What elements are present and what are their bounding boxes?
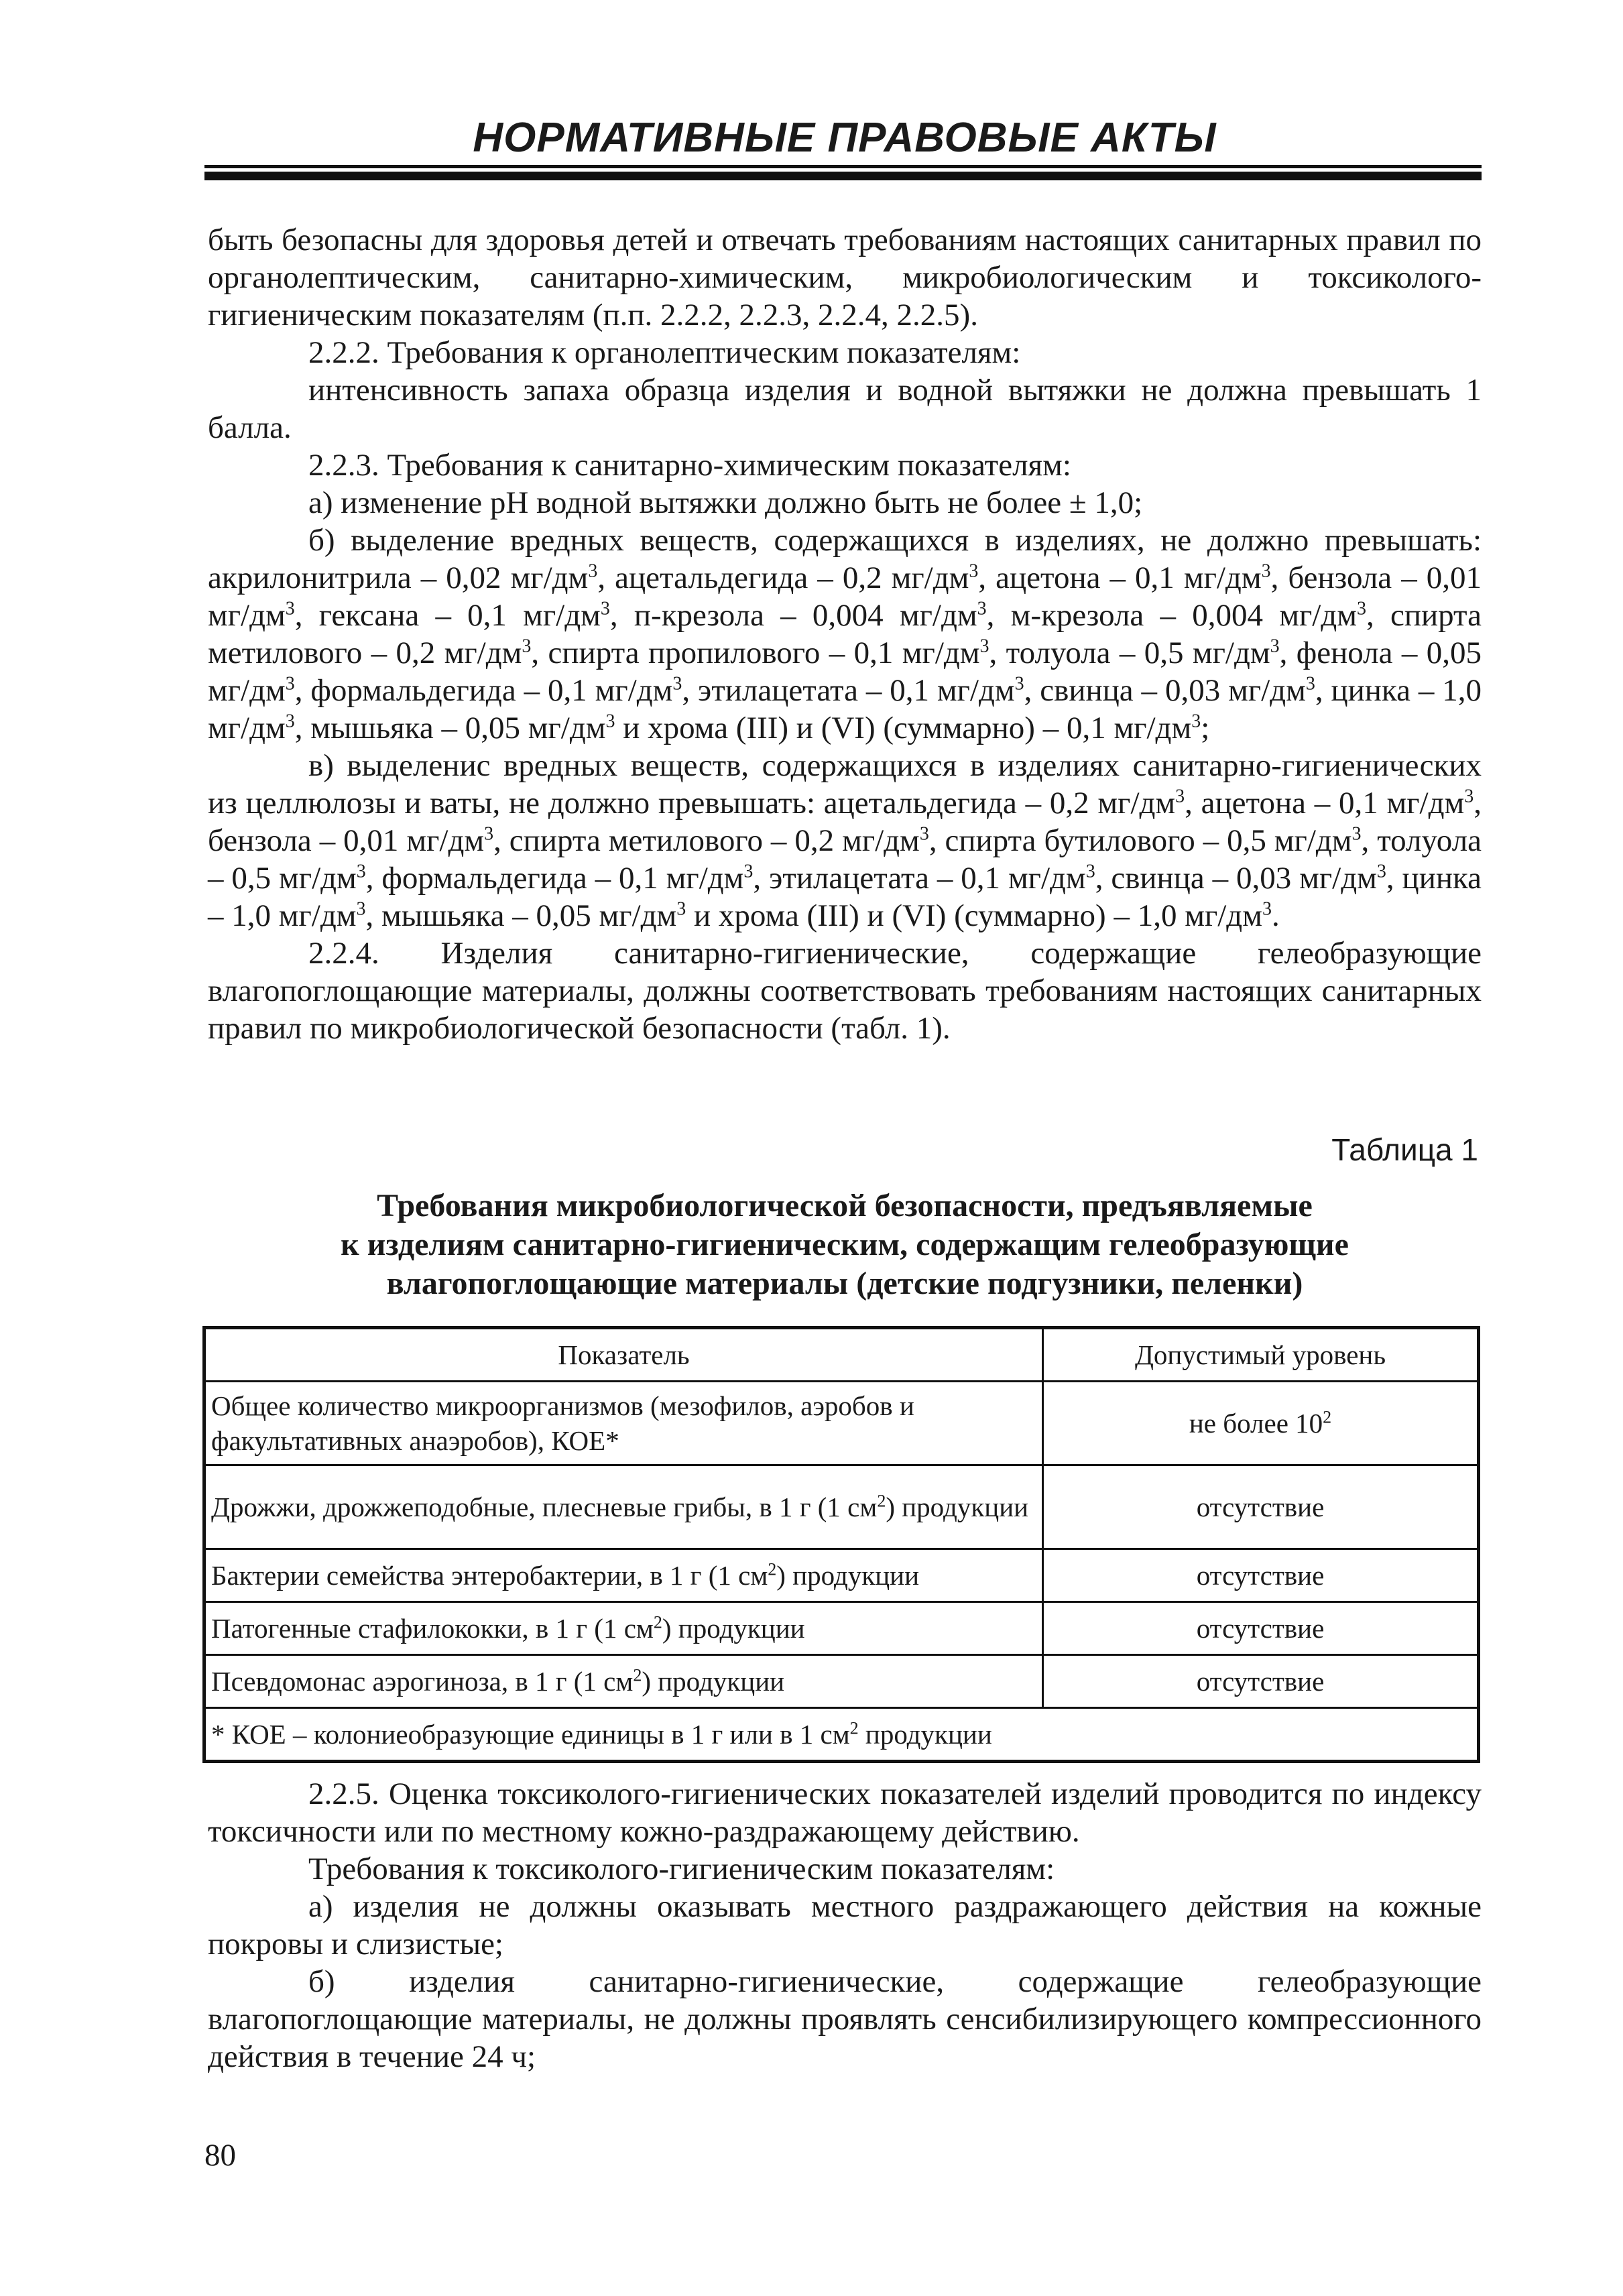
paragraph: Требования к токсиколого-гигиеническим показателям:: [308, 1852, 1055, 1886]
indicator-cell: Бактерии семейства энтеробактерии, в 1 г (1 $см^2$) продукции: [204, 1549, 1043, 1602]
table-row: [204, 1655, 1479, 1708]
paragraph: а) изменение pH водной вытяжки должно быть не более ± 1,0;: [308, 485, 1143, 520]
paragraph: б) выделение вредных веществ, содержащихся в изделиях, не должно превышать: акрилонитрила – 0,02 $мг/дм^3$, ацетальдегида – 0,2 $мг/дм^3$, ацетона – 0,1 $мг/дм^3$, бензола – 0,01 $мг/дм^3$, гексана – 0,1 $мг/дм^3$, п-крезола – 0,004 $мг/дм^3$, м-крезола – 0,004 $мг/дм^3$, спирта метилового – 0,2 $мг/дм^3$, спирта пропилового – 0,1 $мг/дм^3$, толуола – 0,5 $мг/дм^3$, фенола – 0,05 $мг/дм^3$, формальдегида – 0,1 $мг/дм^3$, этилацетата – 0,1 $мг/дм^3$, свинца – 0,03 $мг/дм^3$, цинка – 1,0 $мг/дм^3$, мышьяка – 0,05 $мг/дм^3$ и хрома (III) и (VI) (суммарно) – 0,1 $мг/дм^3$;: [208, 523, 1482, 745]
level-cell: не более $10^2$: [1043, 1382, 1479, 1465]
indicator-cell: Дрожжи, дрожжеподобные, плесневые грибы, в 1 г (1 $см^2$) продукции: [204, 1465, 1043, 1549]
paragraph: в) выделенис вредных веществ, содержащихся в изделиях санитарно-гигиенических из целлюлозы и ваты, не должно превышать: ацетальдегида – 0,2 $мг/дм^3$, ацетона – 0,1 $мг/дм^3$, бензола – 0,01 $мг/дм^3$, спирта метилового – 0,2 $мг/дм^3$, спирта бутилового – 0,5 $мг/дм^3$, толуола – 0,5 $мг/дм^3$, формальдегида – 0,1 $мг/дм^3$, этилацетата – 0,1 $мг/дм^3$, свинца – 0,03 $мг/дм^3$, цинка – 1,0 $мг/дм^3$, мышьяка – 0,05 $мг/дм^3$ и хрома (III) и (VI) (суммарно) – 1,0 $мг/дм^3$.: [208, 748, 1482, 933]
table-title-line: Требования микробиологической безопасности, предъявляемые: [377, 1188, 1313, 1223]
paragraph: б) изделия санитарно-гигиенические, содержащие гелеобразующие влагопоглощающие материалы, не должны проявлять сенсибилизирующего компрессионного действия в течение 24 ч;: [208, 1964, 1482, 2074]
table-header-row: [204, 1328, 1479, 1382]
table-footnote: * КОЕ – колониеобразующие единицы в 1 г или в 1 $см^2$ продукции: [204, 1708, 1479, 1762]
header-indicator: Показатель: [204, 1328, 1043, 1382]
page-header: НОРМАТИВНЫЕ ПРАВОВЫЕ АКТЫ: [473, 115, 1217, 161]
indicator-cell: Псевдомонас аэрогиноза, в 1 г (1 $см^2$) продукции: [204, 1655, 1043, 1708]
table-label: Таблица 1: [1331, 1132, 1478, 1167]
level-cell: отсутствие: [1043, 1655, 1479, 1708]
table-title: [208, 1187, 1482, 1303]
indicator-cell: Общее количество микроорганизмов (мезофилов, аэробов и факультативных анаэробов), КОЕ*: [204, 1382, 1043, 1465]
indicator-cell: Патогенные стафилококки, в 1 г (1 $см^2$) продукции: [204, 1602, 1043, 1655]
table-row: [204, 1549, 1479, 1602]
header-rule-thin: [204, 165, 1482, 168]
table-row: [204, 1382, 1479, 1465]
body-text-top: [208, 221, 1482, 1047]
page-number: 80: [204, 2138, 236, 2173]
table-footnote-row: [204, 1708, 1479, 1762]
paragraph: а) изделия не должны оказывать местного раздражающего действия на кожные покровы и слизистые;: [208, 1889, 1482, 1961]
level-cell: отсутствие: [1043, 1465, 1479, 1549]
paragraph: интенсивность запаха образца изделия и водной вытяжки не должна превышать 1 балла.: [208, 373, 1482, 445]
level-cell: отсутствие: [1043, 1549, 1479, 1602]
header-level: Допустимый уровень: [1043, 1328, 1479, 1382]
body-text-bottom: [208, 1775, 1482, 2075]
level-cell: отсутствие: [1043, 1602, 1479, 1655]
paragraph: 2.2.4. Изделия санитарно-гигиенические, содержащие гелеобразующие влагопоглощающие материалы, должны соответствовать требованиям настоящих санитарных правил по микробиологической безопасности (табл. 1).: [208, 936, 1482, 1046]
table-row: [204, 1465, 1479, 1549]
requirements-table: [202, 1326, 1480, 1763]
paragraph: быть безопасны для здоровья детей и отвечать требованиям настоящих санитарных правил по органолептическим, санитарно-химическим, микробиологическим и токсиколого-гигиеническим показателям (п.п. 2.2.2, 2.2.3, 2.2.4, 2.2.5).: [208, 223, 1482, 333]
paragraph: 2.2.2. Требования к органолептическим показателям:: [308, 335, 1021, 370]
table-title-line: влагопоглощающие материалы (детские подгузники, пеленки): [386, 1266, 1303, 1301]
paragraph: 2.2.5. Оценка токсиколого-гигиенических показателей изделий проводится по индексу токсичности или по местному кожно-раздражающему действию.: [208, 1776, 1482, 1849]
header-rule-thick: [204, 172, 1482, 180]
paragraph: 2.2.3. Требования к санитарно-химическим показателям:: [308, 448, 1071, 483]
table-title-line: к изделиям санитарно-гигиеническим, содержащим гелеобразующие: [341, 1227, 1349, 1262]
table-row: [204, 1602, 1479, 1655]
